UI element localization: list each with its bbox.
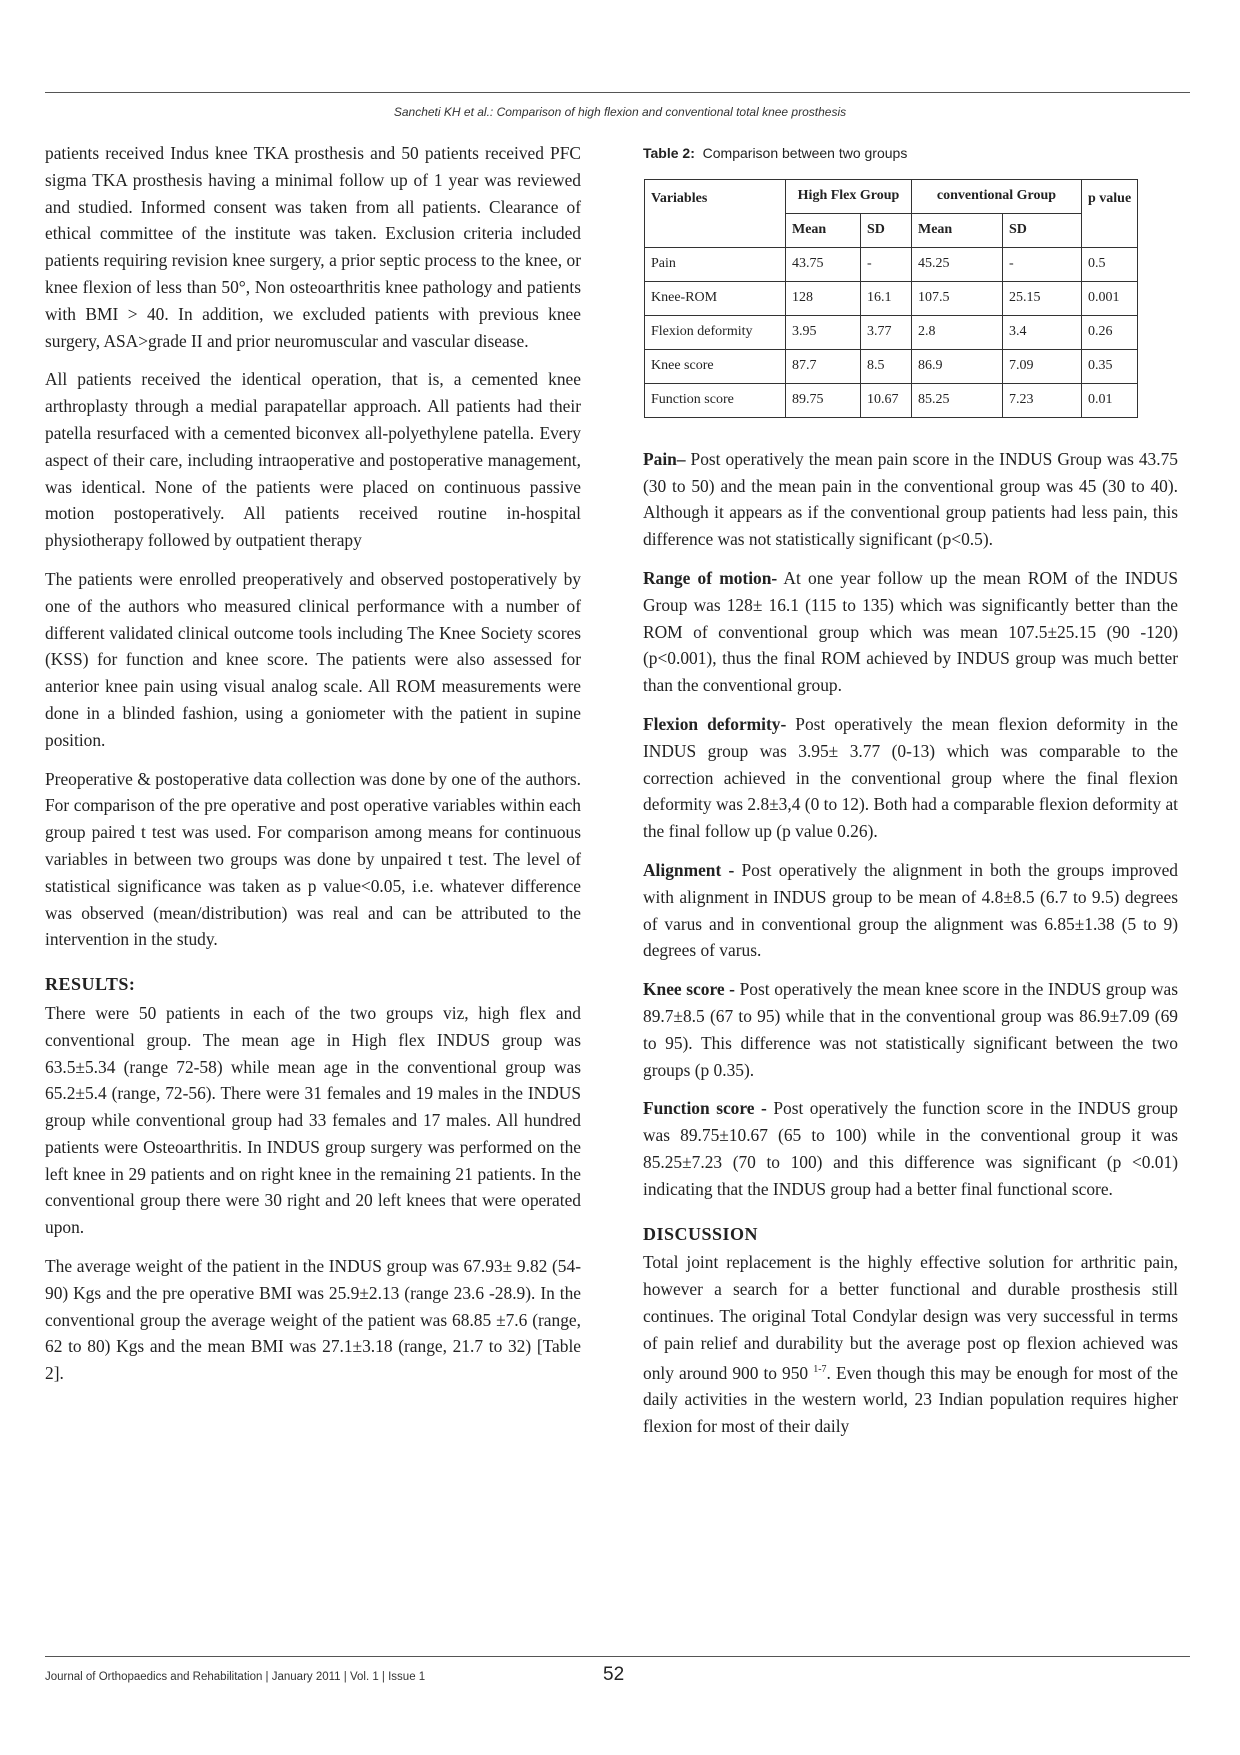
table-row	[645, 315, 1138, 349]
paragraph-results-2: The average weight of the patient in the INDUS group was 67.93± 9.82 (54-90) Kgs and the pre operative BMI was 25.9±2.13 (range 23.6 -28.9). In the conventional group the average weight of the patient was 68.85 ±7.6 (range, 62 to 80) Kgs and the mean BMI was 27.1±3.18 (range, 21.7 to 32) [Table 2].	[45, 1256, 581, 1384]
cell-p: 0.35	[1082, 349, 1138, 383]
table-row	[645, 349, 1138, 383]
cell-mean1: 87.7	[786, 349, 861, 383]
cell-variable: Function score	[645, 383, 786, 417]
paragraph-methods-3: The patients were enrolled preoperatively and observed postoperatively by one of the authors who measured clinical performance with a number of different validated clinical outcome tools including The Knee Society scores (KSS) for function and knee score. The patients were also assessed for anterior knee pain using visual analog scale. All ROM measurements were done in a blinded fashion, using a goniometer with the patient in supine position.	[45, 568, 581, 750]
cell-mean1: 3.95	[786, 315, 861, 349]
paragraph-discussion	[643, 1249, 1178, 1439]
header-mean-1: Mean	[786, 213, 861, 247]
table-row	[645, 281, 1138, 315]
cell-mean2: 85.25	[912, 383, 1003, 417]
discussion-text-b: . Even though this may be enough for most of the daily activities in the western world, 23 Indian population requires higher flexion for most of their daily	[643, 1362, 1179, 1436]
cell-p: 0.001	[1082, 281, 1138, 315]
paragraph-results-1: There were 50 patients in each of the two groups viz, high flex and conventional group. The mean age in High flex INDUS group was 63.5±5.34 (range 72-58) while mean age in the conventional group was 65.2±5.4 (range, 72-56). There were 31 females and 19 males in the INDUS group while conventional group had 33 females and 17 males. All hundred patients were Osteoarthritis. In INDUS group surgery was performed on the left knee in 29 patients and on right knee in the remaining 21 patients. In the conventional group there were 30 right and 20 left knees that were operated upon.	[45, 1002, 581, 1238]
header-variables: Variables	[645, 179, 786, 247]
header-sd-2: SD	[1003, 213, 1082, 247]
table-caption	[643, 140, 1178, 167]
paragraph-pain	[643, 446, 1178, 553]
cell-mean2: 45.25	[912, 247, 1003, 281]
cell-p: 0.01	[1082, 383, 1138, 417]
cell-variable: Flexion deformity	[645, 315, 786, 349]
discussion-heading: DISCUSSION	[643, 1223, 759, 1244]
discussion-reference: 1-7	[813, 1363, 827, 1375]
knee-score-text: Post operatively the mean knee score in the INDUS group was 89.7±8.5 (67 to 95) while that in the conventional group was 86.9±7.09 (69 to 95). This difference was not statistically significant between the two groups (p 0.35).	[643, 979, 1178, 1080]
journal-footer: Journal of Orthopaedics and Rehabilitation | January 2011 | Vol. 1 | Issue 1	[45, 1671, 426, 1683]
flexion-lead: Flexion deformity-	[643, 713, 787, 734]
cell-sd1: 3.77	[861, 315, 912, 349]
cell-sd2: 3.4	[1003, 315, 1082, 349]
alignment-lead: Alignment -	[643, 859, 735, 880]
running-head: Sancheti KH et al.: Comparison of high flexion and conventional total knee prosthesis	[393, 105, 847, 119]
cell-mean1: 43.75	[786, 247, 861, 281]
table-caption-text: Comparison between two groups	[702, 145, 908, 161]
cell-mean2: 86.9	[912, 349, 1003, 383]
cell-mean2: 2.8	[912, 315, 1003, 349]
right-column	[643, 140, 1178, 1452]
cell-sd2: 7.09	[1003, 349, 1082, 383]
cell-mean2: 107.5	[912, 281, 1003, 315]
cell-variable: Pain	[645, 247, 786, 281]
cell-mean1: 128	[786, 281, 861, 315]
paragraph-rom	[643, 565, 1178, 699]
alignment-text: Post operatively the alignment in both the groups improved with alignment in INDUS group to be mean of 4.8±8.5 (6.7 to 9.5) degrees of varus and in conventional group the alignment was 6.85±1.38 (5 to 9) degrees of varus.	[643, 859, 1178, 961]
header-sd-1: SD	[861, 213, 912, 247]
cell-mean1: 89.75	[786, 383, 861, 417]
cell-sd2: 25.15	[1003, 281, 1082, 315]
cell-p: 0.5	[1082, 247, 1138, 281]
paragraph-function-score	[643, 1095, 1178, 1202]
paragraph-flexion	[643, 711, 1178, 845]
rom-text: At one year follow up the mean ROM of the INDUS Group was 128± 16.1 (115 to 135) which was significantly better than the ROM of conventional group which was mean 107.5±25.15 (90 -120) (p<0.001), thus the final ROM achieved by INDUS group was much better than the conventional group.	[643, 567, 1178, 696]
pain-text: Post operatively the mean pain score in the INDUS Group was 43.75 (30 to 50) and the mean pain in the conventional group was 45 (30 to 40). Although it appears as if the conventional group patients had less pain, this difference was not statistically significant (p<0.5).	[643, 448, 1178, 550]
flexion-text: Post operatively the mean flexion deformity in the INDUS group was 3.95± 3.77 (0-13) which was comparable to the correction achieved in the conventional group where the final flexion deformity was 2.8±3,4 (0 to 12). Both had a comparable flexion deformity at the final follow up (p value 0.26).	[643, 713, 1178, 842]
knee-score-lead: Knee score -	[643, 979, 735, 1000]
top-rule	[45, 92, 1190, 93]
header-high-flex-group: High Flex Group	[786, 179, 912, 213]
table-row	[645, 247, 1138, 281]
discussion-text-a: Total joint replacement is the highly effective solution for arthritic pain, however a search for a better functional and durable prosthesis still continues. The original Total Condylar design was very successful in terms of pain relief and durability but the average post op flexion achieved was only around 900 to 950	[643, 1252, 1178, 1383]
header-mean-2: Mean	[912, 213, 1003, 247]
cell-sd1: -	[861, 247, 912, 281]
cell-sd2: 7.23	[1003, 383, 1082, 417]
paragraph-methods-1: patients received Indus knee TKA prosthesis and 50 patients received PFC sigma TKA prosthesis having a minimal follow up of 1 year was reviewed and studied. Informed consent was taken from all patients. Clearance of ethical committee of the institute was taken. Exclusion criteria included patients requiring revision knee surgery, a prior septic process to the knee, or knee flexion of less than 50°, Non osteoarthritis knee pathology and patients with BMI > 40. In addition, we excluded patients with previous knee surgery, ASA>grade II and prior neuromuscular and vascular disease.	[45, 143, 581, 351]
cell-variable: Knee score	[645, 349, 786, 383]
pain-lead: Pain–	[643, 448, 686, 469]
bottom-rule	[45, 1656, 1190, 1657]
paragraph-alignment	[643, 857, 1178, 964]
cell-sd2: -	[1003, 247, 1082, 281]
header-conventional-group: conventional Group	[912, 179, 1082, 213]
paragraph-methods-2: All patients received the identical operation, that is, a cemented knee arthroplasty through a medial parapatellar approach. All patients had their patella resurfaced with a cemented biconvex all-polyethylene patella. Every aspect of their care, including intraoperative and postoperative management, was identical. None of the patients were placed on continuous passive motion postoperatively. All patients received routine in-hospital physiotherapy followed by outpatient therapy	[45, 369, 581, 551]
paragraph-knee-score	[643, 976, 1178, 1083]
left-column	[45, 140, 581, 1399]
cell-sd1: 16.1	[861, 281, 912, 315]
header-p-value: p value	[1082, 179, 1138, 247]
function-score-text: Post operatively the function score in the INDUS group was 89.75±10.67 (65 to 100) while in the conventional group it was 85.25±7.23 (70 to 100) and this difference was significant (p <0.01) indicating that the INDUS group had a better final functional score.	[643, 1098, 1179, 1199]
results-heading: RESULTS:	[45, 974, 136, 995]
page-number: 52	[603, 1664, 625, 1685]
cell-sd1: 8.5	[861, 349, 912, 383]
rom-lead: Range of motion-	[643, 567, 778, 588]
comparison-table	[644, 179, 1138, 418]
function-score-lead: Function score -	[643, 1098, 767, 1119]
cell-sd1: 10.67	[861, 383, 912, 417]
cell-variable: Knee-ROM	[645, 281, 786, 315]
table-body	[645, 247, 1138, 417]
table-caption-label: Table 2:	[643, 145, 695, 161]
paragraph-methods-4: Preoperative & postoperative data collection was done by one of the authors. For comparison of the pre operative and post operative variables within each group paired t test was used. For comparison among means for continuous variables in between two groups was done by unpaired t test. The level of statistical significance was taken as p value<0.05, i.e. whatever difference was observed (mean/distribution) was real and can be attributed to the intervention in the study.	[45, 768, 581, 950]
table-row	[645, 383, 1138, 417]
cell-p: 0.26	[1082, 315, 1138, 349]
